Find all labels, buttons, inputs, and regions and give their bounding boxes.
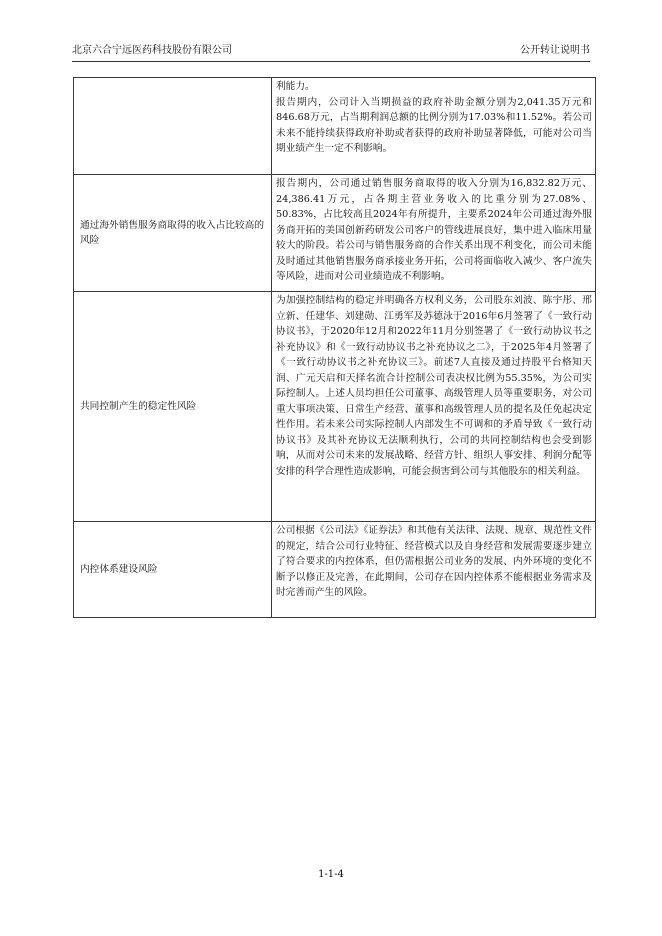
page-header [72,45,590,59]
risk-description-cell [272,292,596,522]
risk-description-paragraph: 利能力。 [276,81,315,92]
table-row [74,175,596,292]
risk-table [73,77,596,618]
risk-description-paragraph: 报告期内，公司计入当期损益的政府补助金额分别为2,041.35万元和846.68万元，占当期利润总额的比例分别为17.03%和11.52%。若公司未来不能持续获得政府补助或者获得的政府补助显著降低，可能对公司当期业绩产生一定不利影响。 [276,96,592,154]
document-title: 公开转让说明书 [520,45,590,56]
risk-description-paragraph: 报告期内，公司通过销售服务商取得的收入分别为16,832.82万元、24,386.41万元，占各期主营业务收入的比重分别为27.08%、50.83%，占比较高且2024年有所提升，主要系2024年公司通过海外服务商开拓的美国创新药研发公司客户的管线进展良好，集中进入临床用量较大的阶段。若公司与销售服务商的合作关系出现不利变化，而公司未能及时通过其他销售服务商承接业务开拓，公司将面临收入减少、客户流失等风险，进而对公司业绩造成不利影响。 [276,178,592,282]
risk-description-paragraph: 公司根据《公司法》《证券法》和其他有关法律、法规、规章、规范性文件的规定，结合公司行业特征、经营模式以及自身经营和发展需要逐步建立了符合要求的内控体系，但仍需根据公司业务的发展、内外环境的变化不断予以修正及完善，在此期间，公司存在因内控体系不能根据业务需求及时完善而产生的风险。 [276,525,592,598]
risk-description-paragraph: 为加强控制结构的稳定并明确各方权利义务，公司股东刘波、陈宇彤、邢立新、任建华、刘建勋、江勇军及苏德泳于2016年6月签署了《一致行动协议书》，于2020年12月和2022年11月分别签署了《一致行动协议书之补充协议》和《一致行动协议书之补充协议之二》，于2025年4月签署了《一致行动协议书之补充协议三》。前述7人直接及通过持股平台格知天润、广元天启和天择名流合计控制公司表决权比例为55.35%，为公司实际控制人。上述人员均担任公司董事、高级管理人员等重要职务，对公司重大事项决策、日常生产经营、董事和高级管理人员的提名及任免起决定性作用。若未来公司实际控制人内部发生不可调和的矛盾导致《一致行动协议书》及其补充协议无法顺利执行，公司的共同控制结构也会受到影响，从而对公司未来的发展战略、经营方针、组织人事安排、利润分配等安排的科学合理性造成影响，可能会损害到公司与其他股东的相关利益。 [276,295,592,477]
risk-name-cell: 通过海外销售服务商取得的收入占比较高的风险 [74,175,272,292]
risk-name-cell [74,78,272,175]
risk-description-cell [272,78,596,175]
risk-description-cell [272,175,596,292]
risk-name-cell: 共同控制产生的稳定性风险 [74,292,272,522]
risk-description-cell [272,522,596,618]
page-number: 1-1-4 [318,869,344,880]
table-row [74,292,596,522]
company-name: 北京六合宁远医药科技股份有限公司 [72,45,232,56]
table-row [74,78,596,175]
risk-name-cell: 内控体系建设风险 [74,522,272,618]
table-row [74,522,596,618]
header-divider [72,61,590,62]
